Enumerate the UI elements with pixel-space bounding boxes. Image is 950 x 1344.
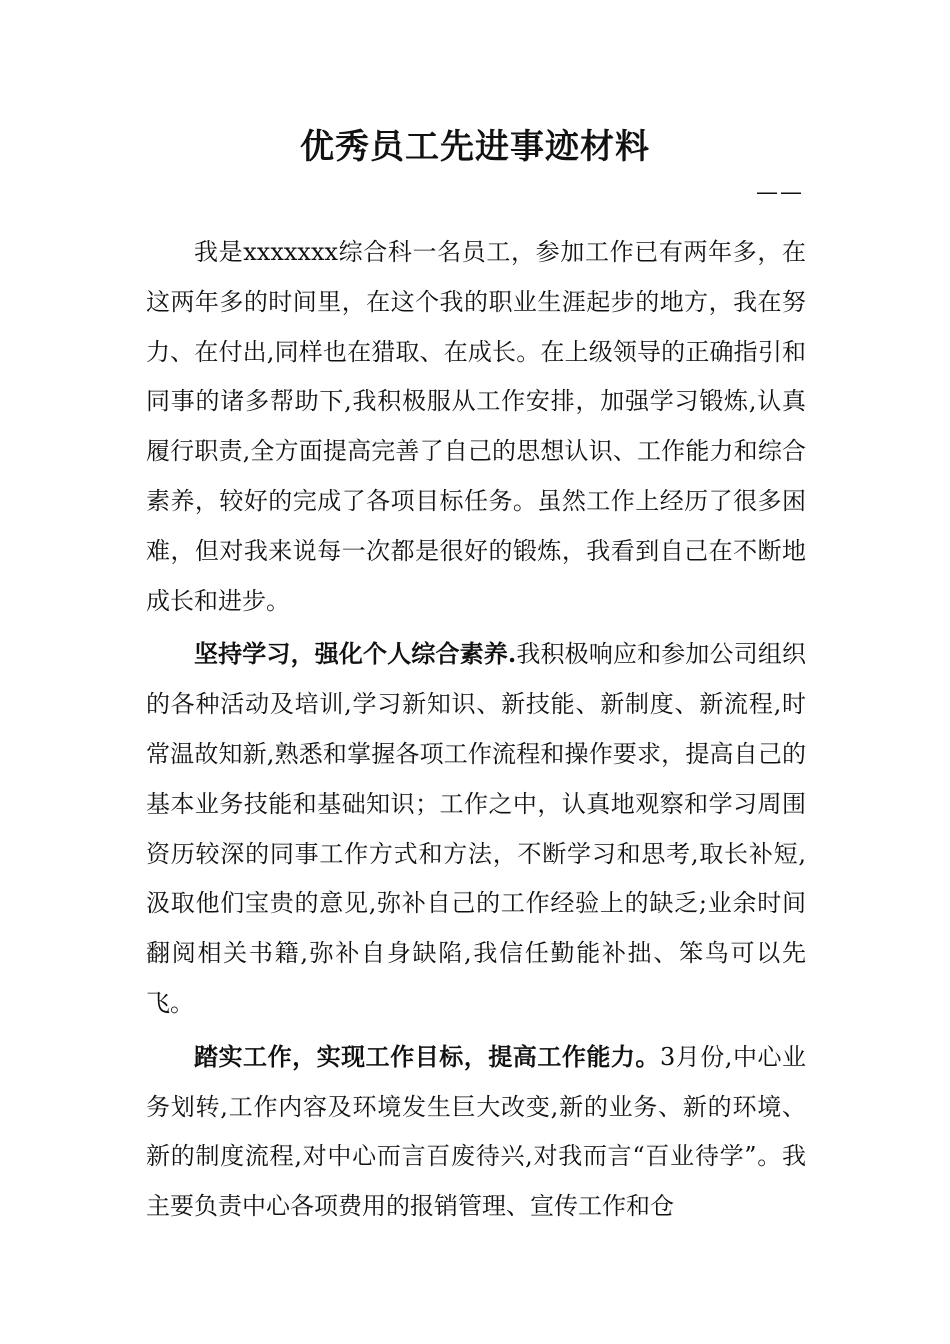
paragraph-intro xyxy=(146,228,806,626)
document-body xyxy=(146,228,806,1235)
title-dash: —— xyxy=(756,180,804,205)
document-title: 优秀员工先进事迹材料 xyxy=(300,127,650,167)
paragraph-heading: 坚持学习，强化个人综合素养. xyxy=(194,639,517,669)
paragraph-study xyxy=(146,629,806,1028)
paragraph-text: 我是xxxxxxx综合科一名员工，参加工作已有两年多，在这两年多的时间里，在这个我的职业生涯起步的地方，我在努力、在付出,同样也在猎取、在成长。在上级领导的正确指引和同事的诸多帮助下,我积极服从工作安排，加强学习锻炼,认真履行职责,全方面提高完善了自己的思想认识、工作能力和综合素养，较好的完成了各项目标任务。虽然工作上经历了很多困难，但对我来说每一次都是很好的锻炼，我看到自己在不断地成长和进步。 xyxy=(146,238,806,615)
paragraph-text: 3月份,中心业务划转,工作内容及环境发生巨大改变,新的业务、新的环境、新的制度流程,对中心而言百废待兴,对我而言“百业待学”。我主要负责中心各项费用的报销管理、宣传工作和仓 xyxy=(146,1042,806,1221)
paragraph-heading: 踏实工作，实现工作目标，提高工作能力。 xyxy=(194,1041,660,1071)
paragraph-work xyxy=(146,1032,806,1232)
paragraph-text: 我积极响应和参加公司组织的各种活动及培训,学习新知识、新技能、新制度、新流程,时常温故知新,熟悉和掌握各项工作流程和操作要求，提高自己的基本业务技能和基础知识；工作之中，认真地观察和学习周围资历较深的同事工作方式和方法，不断学习和思考,取长补短,汲取他们宝贵的意见,弥补自己的工作经验上的缺乏;业余时间翻阅相关书籍,弥补自身缺陷,我信任勤能补拙、笨鸟可以先飞。 xyxy=(146,640,806,1017)
